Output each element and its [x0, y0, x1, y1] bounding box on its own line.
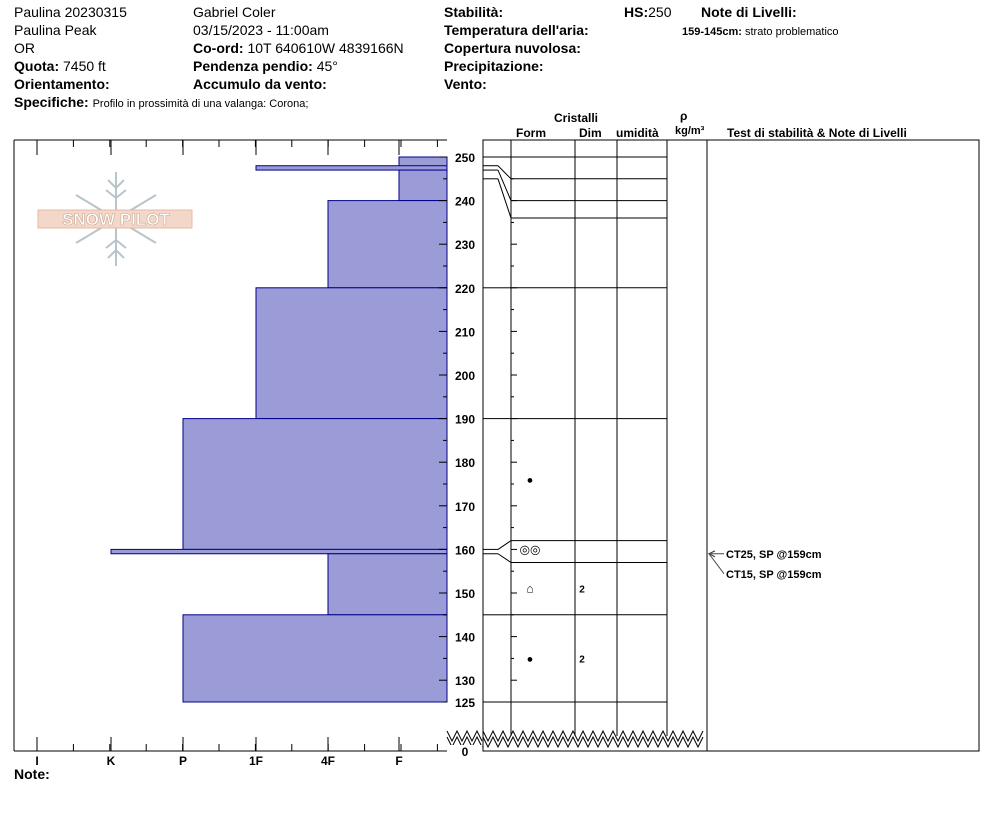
hardness-label-F: F [395, 754, 403, 768]
height-label-250: 250 [454, 151, 476, 165]
test-label-0: CT25, SP @159cm [726, 548, 822, 561]
test-pointer-1 [709, 554, 724, 574]
layer-notes-label: Note di Livelli: [701, 4, 797, 20]
tests-header: Test di stabilità & Note di Livelli [727, 126, 907, 140]
layer-note-range: 159-145cm: [682, 26, 742, 38]
state: OR [14, 40, 35, 56]
hardness-layer-2 [399, 170, 447, 201]
height-label-230: 230 [454, 238, 476, 253]
stability-label: Stabilità: [444, 4, 504, 20]
coord-label: Co-ord: [193, 40, 244, 56]
height-label-170: 170 [454, 499, 476, 514]
height-label-190: 190 [454, 412, 476, 427]
grain-size-3: 2 [579, 654, 585, 666]
chart-frames [14, 140, 979, 751]
height-label-130: 130 [454, 674, 476, 689]
elevation-value: 7450 ft [63, 58, 106, 74]
form-header: Form [516, 126, 546, 140]
grain-symbol-0: ● [526, 474, 534, 487]
height-label-180: 180 [454, 456, 476, 471]
observer: Gabriel Coler [193, 4, 276, 20]
wind-loading-label: Accumulo da vento: [193, 76, 327, 92]
height-label-0: 0 [461, 745, 469, 759]
hardness-label-I: I [35, 754, 39, 768]
hs-label: HS: [624, 4, 649, 20]
cloud-cover-label: Copertura nuvolosa: [444, 40, 581, 56]
height-label-160: 160 [454, 543, 476, 558]
height-ticks [439, 151, 517, 759]
hardness-layer-5 [183, 419, 447, 550]
break-zigzag-left-1 [447, 731, 482, 741]
hardness-layer-1 [256, 166, 447, 170]
hardness-layers [111, 157, 447, 702]
location: Paulina Peak [14, 22, 97, 38]
grain-symbol-2: ⌂ [526, 581, 534, 596]
datetime: 03/15/2023 - 11:00am [193, 22, 329, 38]
connector-b-7 [498, 554, 511, 563]
height-label-200: 200 [454, 369, 476, 383]
height-label-150: 150 [454, 587, 476, 601]
height-label-210: 210 [454, 325, 476, 340]
tests-frame [707, 140, 979, 751]
notes-label: Note: [14, 766, 50, 782]
moisture-header: umidità [616, 126, 659, 140]
logo-text: SNOW PILOT [62, 210, 170, 229]
crystals-header: Cristalli [554, 111, 599, 125]
hardness-layer-7 [328, 554, 447, 615]
hardness-label-P: P [178, 754, 188, 768]
stability-tests [709, 549, 822, 581]
hardness-layer-6 [111, 549, 447, 553]
slope-label: Pendenza pendio: [193, 58, 313, 74]
pit-name: Paulina 20230315 [14, 4, 127, 20]
hs-value: 250 [648, 4, 672, 20]
test-label-1: CT15, SP @159cm [726, 568, 822, 581]
grain-size-2: 2 [579, 584, 585, 596]
density-unit: kg/m³ [675, 125, 705, 137]
break-zigzag-right-2 [483, 737, 703, 747]
hardness-layer-8 [183, 615, 447, 702]
hardness-layer-3 [328, 201, 447, 288]
elevation-label: Quota: [14, 58, 60, 74]
crystal-frame [483, 140, 707, 751]
grain-symbol-1: ◎◎ [519, 542, 541, 557]
wind-label: Vento: [444, 76, 487, 92]
hardness-label-K: K [106, 754, 116, 768]
connector-b-1 [498, 166, 511, 179]
height-label-240: 240 [454, 194, 476, 209]
density-symbol: ρ [680, 109, 688, 123]
air-temp-label: Temperatura dell'aria: [444, 22, 589, 38]
slope-value: 45° [316, 58, 338, 74]
height-label-140: 140 [454, 630, 476, 645]
hardness-layer-4 [256, 288, 447, 419]
grain-symbol-3: ● [526, 653, 534, 666]
hardness-label-4F: 4F [320, 754, 336, 768]
specifics-label: Specifiche: [14, 94, 89, 110]
aspect-label: Orientamento: [14, 76, 110, 92]
precip-label: Precipitazione: [444, 58, 544, 74]
coord-value: 10T 640610W 4839166N [247, 40, 404, 56]
layer-note-text: strato problematico [745, 26, 839, 38]
specifics-value: Profilo in prossimità di una valanga: Corona; [92, 98, 309, 110]
size-header: Dim [579, 126, 602, 140]
height-label-125: 125 [454, 696, 476, 710]
hardness-label-1F: 1F [248, 754, 264, 768]
connector-b-6 [498, 541, 511, 550]
height-label-220: 220 [454, 281, 476, 296]
